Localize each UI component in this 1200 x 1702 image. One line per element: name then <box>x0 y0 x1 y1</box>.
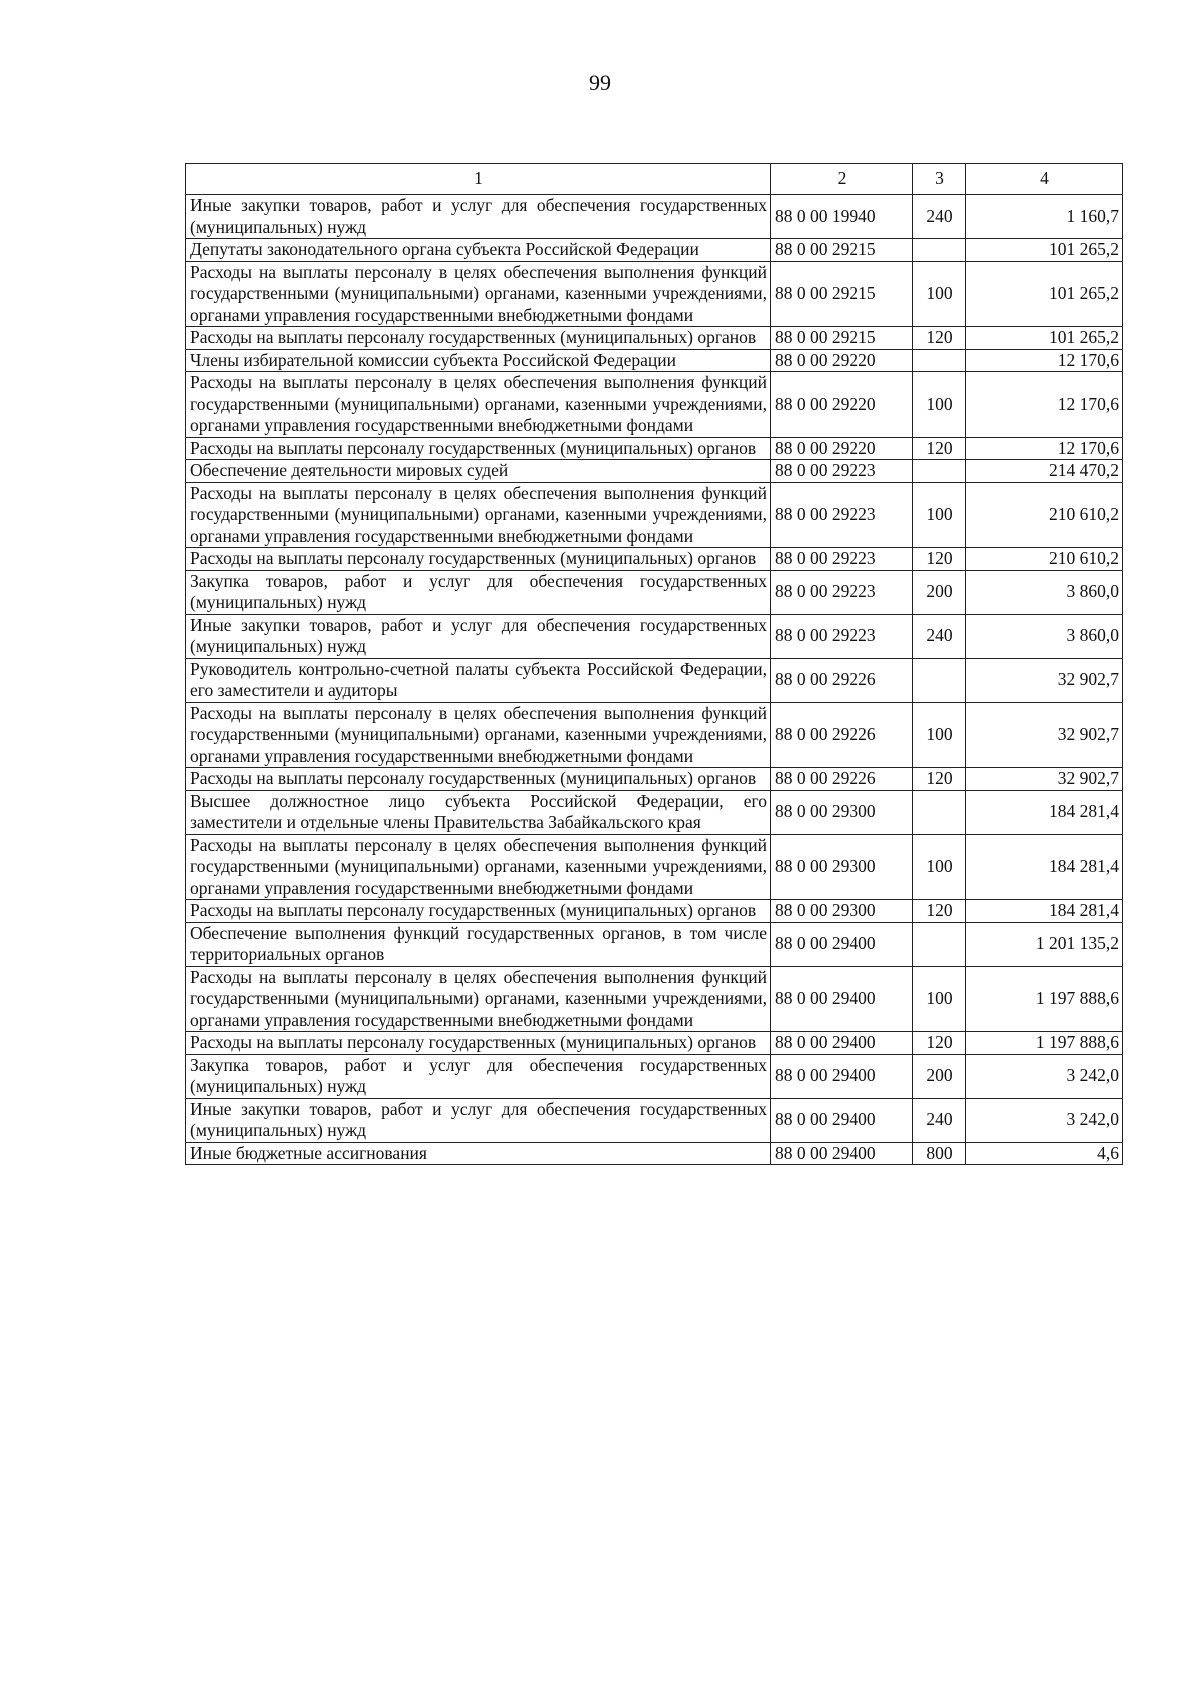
column-header-1: 1 <box>186 164 771 195</box>
row-amount-cell: 32 902,7 <box>966 768 1123 791</box>
table-row <box>186 482 1123 548</box>
row-type-cell: 100 <box>913 702 966 768</box>
row-name-cell: Обеспечение выполнения функций государственных органов, в том числе территориальных органов <box>186 922 771 966</box>
row-name-cell: Расходы на выплаты персоналу государственных (муниципальных) органов <box>186 768 771 791</box>
row-amount-cell: 184 281,4 <box>966 834 1123 900</box>
row-amount-cell: 101 265,2 <box>966 239 1123 262</box>
row-amount-cell: 3 242,0 <box>966 1054 1123 1098</box>
row-code-cell: 88 0 00 29300 <box>771 790 913 834</box>
row-type-cell: 240 <box>913 614 966 658</box>
table-row <box>186 790 1123 834</box>
table-row <box>186 195 1123 239</box>
row-amount-cell: 4,6 <box>966 1142 1123 1165</box>
row-amount-cell: 210 610,2 <box>966 482 1123 548</box>
row-type-cell <box>913 790 966 834</box>
table-row <box>186 239 1123 262</box>
row-code-cell: 88 0 00 29226 <box>771 658 913 702</box>
row-name-cell: Расходы на выплаты персоналу государственных (муниципальных) органов <box>186 1032 771 1055</box>
row-code-cell: 88 0 00 29300 <box>771 900 913 923</box>
row-type-cell: 120 <box>913 1032 966 1055</box>
row-code-cell: 88 0 00 29215 <box>771 261 913 327</box>
row-amount-cell: 101 265,2 <box>966 327 1123 350</box>
row-type-cell <box>913 922 966 966</box>
table-row <box>186 570 1123 614</box>
column-header-2: 2 <box>771 164 913 195</box>
row-code-cell: 88 0 00 19940 <box>771 195 913 239</box>
row-type-cell: 200 <box>913 570 966 614</box>
row-amount-cell: 210 610,2 <box>966 548 1123 571</box>
table-row <box>186 372 1123 438</box>
table-row <box>186 834 1123 900</box>
row-code-cell: 88 0 00 29220 <box>771 349 913 372</box>
row-name-cell: Депутаты законодательного органа субъекта Российской Федерации <box>186 239 771 262</box>
row-type-cell <box>913 239 966 262</box>
row-name-cell: Руководитель контрольно-счетной палаты субъекта Российской Федерации, его заместители и аудиторы <box>186 658 771 702</box>
row-type-cell: 120 <box>913 437 966 460</box>
row-amount-cell: 32 902,7 <box>966 658 1123 702</box>
row-name-cell: Закупка товаров, работ и услуг для обеспечения государственных (муниципальных) нужд <box>186 1054 771 1098</box>
row-code-cell: 88 0 00 29215 <box>771 327 913 350</box>
row-type-cell: 120 <box>913 327 966 350</box>
row-name-cell: Расходы на выплаты персоналу в целях обеспечения выполнения функций государственными (муниципальными) органами, казенными учреждениями, органами управления государственными внебюджетными фондами <box>186 482 771 548</box>
row-name-cell: Расходы на выплаты персоналу в целях обеспечения выполнения функций государственными (муниципальными) органами, казенными учреждениями, органами управления государственными внебюджетными фондами <box>186 702 771 768</box>
row-amount-cell: 1 197 888,6 <box>966 1032 1123 1055</box>
row-amount-cell: 12 170,6 <box>966 349 1123 372</box>
row-name-cell: Расходы на выплаты персоналу государственных (муниципальных) органов <box>186 900 771 923</box>
table-row <box>186 702 1123 768</box>
row-name-cell: Расходы на выплаты персоналу в целях обеспечения выполнения функций государственными (муниципальными) органами, казенными учреждениями, органами управления государственными внебюджетными фондами <box>186 372 771 438</box>
table-row <box>186 349 1123 372</box>
table-row <box>186 548 1123 571</box>
row-code-cell: 88 0 00 29220 <box>771 437 913 460</box>
table-row <box>186 1142 1123 1165</box>
row-code-cell: 88 0 00 29400 <box>771 922 913 966</box>
row-code-cell: 88 0 00 29400 <box>771 1098 913 1142</box>
row-amount-cell: 3 860,0 <box>966 570 1123 614</box>
row-amount-cell: 1 197 888,6 <box>966 966 1123 1032</box>
row-amount-cell: 184 281,4 <box>966 900 1123 923</box>
row-type-cell <box>913 349 966 372</box>
row-amount-cell: 184 281,4 <box>966 790 1123 834</box>
row-name-cell: Иные закупки товаров, работ и услуг для обеспечения государственных (муниципальных) нужд <box>186 195 771 239</box>
row-name-cell: Члены избирательной комиссии субъекта Российской Федерации <box>186 349 771 372</box>
row-type-cell: 200 <box>913 1054 966 1098</box>
row-amount-cell: 3 860,0 <box>966 614 1123 658</box>
row-type-cell: 120 <box>913 768 966 791</box>
row-code-cell: 88 0 00 29223 <box>771 460 913 483</box>
row-name-cell: Обеспечение деятельности мировых судей <box>186 460 771 483</box>
table-row <box>186 1098 1123 1142</box>
row-code-cell: 88 0 00 29300 <box>771 834 913 900</box>
row-amount-cell: 214 470,2 <box>966 460 1123 483</box>
page-number: 99 <box>589 70 611 95</box>
row-type-cell: 120 <box>913 900 966 923</box>
row-name-cell: Расходы на выплаты персоналу в целях обеспечения выполнения функций государственными (муниципальными) органами, казенными учреждениями, органами управления государственными внебюджетными фондами <box>186 834 771 900</box>
row-type-cell: 100 <box>913 482 966 548</box>
row-amount-cell: 12 170,6 <box>966 437 1123 460</box>
row-type-cell: 100 <box>913 966 966 1032</box>
table-row <box>186 261 1123 327</box>
row-amount-cell: 3 242,0 <box>966 1098 1123 1142</box>
table-row <box>186 658 1123 702</box>
table-row <box>186 614 1123 658</box>
table-row <box>186 1032 1123 1055</box>
table-row <box>186 900 1123 923</box>
table-row <box>186 966 1123 1032</box>
row-code-cell: 88 0 00 29223 <box>771 548 913 571</box>
row-type-cell: 240 <box>913 1098 966 1142</box>
row-name-cell: Иные закупки товаров, работ и услуг для обеспечения государственных (муниципальных) нужд <box>186 614 771 658</box>
row-name-cell: Иные бюджетные ассигнования <box>186 1142 771 1165</box>
row-name-cell: Расходы на выплаты персоналу государственных (муниципальных) органов <box>186 327 771 350</box>
header-row <box>186 164 1123 195</box>
row-code-cell: 88 0 00 29226 <box>771 768 913 791</box>
row-code-cell: 88 0 00 29226 <box>771 702 913 768</box>
table-row <box>186 1054 1123 1098</box>
row-name-cell: Закупка товаров, работ и услуг для обеспечения государственных (муниципальных) нужд <box>186 570 771 614</box>
row-type-cell: 100 <box>913 372 966 438</box>
row-type-cell: 120 <box>913 548 966 571</box>
row-code-cell: 88 0 00 29223 <box>771 482 913 548</box>
row-type-cell: 240 <box>913 195 966 239</box>
column-header-3: 3 <box>913 164 966 195</box>
row-name-cell: Расходы на выплаты персоналу в целях обеспечения выполнения функций государственными (муниципальными) органами, казенными учреждениями, органами управления государственными внебюджетными фондами <box>186 261 771 327</box>
row-code-cell: 88 0 00 29215 <box>771 239 913 262</box>
table-row <box>186 922 1123 966</box>
row-amount-cell: 1 160,7 <box>966 195 1123 239</box>
row-type-cell: 100 <box>913 261 966 327</box>
table-row <box>186 327 1123 350</box>
row-code-cell: 88 0 00 29400 <box>771 966 913 1032</box>
row-amount-cell: 1 201 135,2 <box>966 922 1123 966</box>
table-row <box>186 768 1123 791</box>
row-name-cell: Высшее должностное лицо субъекта Российской Федерации, его заместители и отдельные члены Правительства Забайкальского края <box>186 790 771 834</box>
row-type-cell: 800 <box>913 1142 966 1165</box>
row-code-cell: 88 0 00 29400 <box>771 1142 913 1165</box>
row-type-cell <box>913 460 966 483</box>
row-name-cell: Иные закупки товаров, работ и услуг для обеспечения государственных (муниципальных) нужд <box>186 1098 771 1142</box>
row-name-cell: Расходы на выплаты персоналу государственных (муниципальных) органов <box>186 548 771 571</box>
row-amount-cell: 12 170,6 <box>966 372 1123 438</box>
row-code-cell: 88 0 00 29223 <box>771 614 913 658</box>
row-amount-cell: 32 902,7 <box>966 702 1123 768</box>
table-body <box>186 195 1123 1165</box>
table-row <box>186 460 1123 483</box>
row-code-cell: 88 0 00 29223 <box>771 570 913 614</box>
table-row <box>186 437 1123 460</box>
row-type-cell: 100 <box>913 834 966 900</box>
row-name-cell: Расходы на выплаты персоналу в целях обеспечения выполнения функций государственными (муниципальными) органами, казенными учреждениями, органами управления государственными внебюджетными фондами <box>186 966 771 1032</box>
row-code-cell: 88 0 00 29220 <box>771 372 913 438</box>
row-name-cell: Расходы на выплаты персоналу государственных (муниципальных) органов <box>186 437 771 460</box>
column-header-4: 4 <box>966 164 1123 195</box>
row-amount-cell: 101 265,2 <box>966 261 1123 327</box>
row-code-cell: 88 0 00 29400 <box>771 1054 913 1098</box>
budget-table <box>185 163 1123 1165</box>
row-type-cell <box>913 658 966 702</box>
row-code-cell: 88 0 00 29400 <box>771 1032 913 1055</box>
